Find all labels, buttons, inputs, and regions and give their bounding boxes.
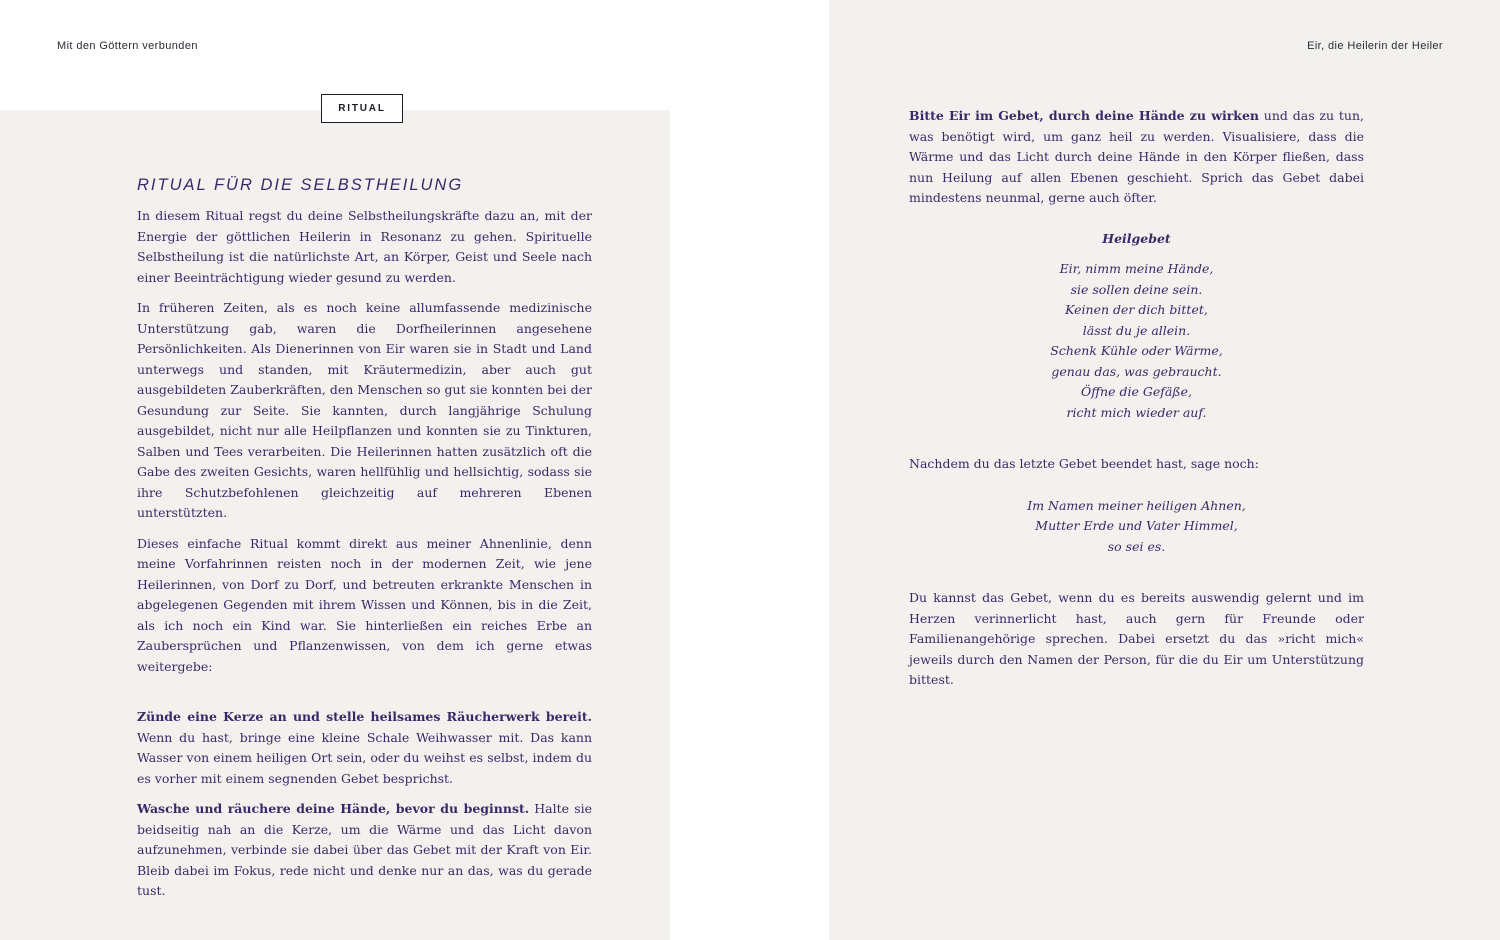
- after-prayer-note: Nachdem du das letzte Gebet beendet hast, sage noch:: [909, 456, 1259, 471]
- right-column: [909, 106, 1364, 701]
- prayer-line: Öffne die Gefäße,: [1080, 384, 1193, 399]
- left-column: [137, 176, 592, 912]
- closing-line: Mutter Erde und Vater Himmel,: [1035, 518, 1238, 533]
- step-hands: [137, 799, 592, 902]
- paragraph-ancestry: Dieses einfache Ritual kommt direkt aus meiner Ahnenlinie, denn meine Vorfahrinnen reisten noch in der modernen Zeit, wie jene Heilerinnen, von Dorf zu Dorf, und betreuten erkrankte Menschen in abgelegenen Gegenden mit ihrem Wissen und Können, bis in die Zeit, als ich noch ein Kind war. Sie hinterließen ein reiches Erbe an Zaubersprüchen und Pflanzenwissen, von dem ich gerne etwas weitergebe:: [137, 535, 592, 674]
- prayer-line: genau das, was gebraucht.: [1051, 363, 1222, 379]
- step-prayer: [909, 106, 1364, 209]
- step-candle: [137, 707, 592, 789]
- step-candle-text: Wenn du hast, bringe eine kleine Schale Weihwasser mit. Das kann Wasser von einem heiligen Ort sein, oder du weihst es selbst, indem du es vorher mit einem segnenden Gebet besprichst.: [137, 729, 592, 786]
- prayer-line: Schenk Kühle oder Wärme,: [1050, 343, 1223, 358]
- prayer-line: lässt du je allein.: [1082, 322, 1191, 338]
- step-hands-heading: Wasche und räuchere deine Hände, bevor du beginnst.: [137, 801, 530, 816]
- prayer-line: Eir, nimm meine Hände,: [1059, 261, 1214, 276]
- paragraph-intro: In diesem Ritual regst du deine Selbstheilungskräfte dazu an, mit der Energie der göttlichen Heilerin in Resonanz zu gehen. Spirituelle Selbstheilung ist die natürlichste Art, an Körper, Geist und Seele nach einer Beeinträchtigung wieder gesund zu werden.: [137, 208, 592, 285]
- running-header-right: Eir, die Heilerin der Heiler: [1307, 40, 1443, 52]
- step-hands-text: Halte sie beidseitig nah an die Kerze, um die Wärme und das Licht davon aufzunehmen, verbinde sie dabei über das Gebet mit der Kraft von Eir. Bleib dabei im Fokus, rede nicht und denke nur an das, was du gerade tust.: [137, 801, 592, 898]
- closing-line: so sei es.: [1107, 538, 1166, 554]
- step-prayer-text: und das zu tun, was benötigt wird, um ganz heil zu werden. Visualisiere, dass die Wärme und das Licht durch deine Hände in den Körper fließen, dass nun Heilung auf allen Ebenen geschieht. Sprich das Gebet dabei mindestens neunmal, gerne auch öfter.: [909, 108, 1364, 205]
- prayer-title: Heilgebet: [1102, 230, 1171, 246]
- step-prayer-heading: Bitte Eir im Gebet, durch deine Hände zu wirken: [909, 108, 1259, 123]
- prayer-line: richt mich wieder auf.: [1066, 404, 1207, 420]
- prayer-line: sie sollen deine sein.: [1070, 281, 1203, 297]
- section-title: RITUAL FÜR DIE SELBSTHEILUNG: [137, 176, 464, 194]
- step-candle-heading: Zünde eine Kerze an und stelle heilsames Räucherwerk bereit.: [137, 709, 592, 724]
- prayer-verse: [909, 259, 1364, 423]
- prayer-line: Keinen der dich bittet,: [1065, 302, 1208, 317]
- paragraph-final: Du kannst das Gebet, wenn du es bereits auswendig gelernt und im Herzen verinnerlicht hast, auch gern für Freunde oder Familienangehörige sprechen. Dabei ersetzt du das »richt mich« jeweils durch den Namen der Person, für die du Eir um Unterstützung bittest.: [909, 590, 1364, 687]
- section-tag: RITUAL: [321, 94, 403, 123]
- paragraph-history: In früheren Zeiten, als es noch keine allumfassende medizinische Unterstützung gab, waren die Dorfheilerinnen angesehene Persönlichkeiten. Als Dienerinnen von Eir waren sie in Stadt und Land unterwegs und standen, mit Kräutermedizin, aber auch gut ausgebildeten Zauberkräften, den Menschen so gut sie konnten bei der Gesundung zur Seite. Sie kannten, durch langjährige Schulung ausgebildet, nicht nur alle Heilpflanzen und konnten sie zu Tinkturen, Salben und Tees verarbeiten. Die Heilerinnen hatten zusätzlich oft die Gabe des zweiten Gesichts, waren hellfühlig und hellsichtig, sodass sie ihre Schutzbefohlenen gleichzeitig auf mehreren Ebenen unterstützten.: [137, 300, 592, 520]
- closing-line: Im Namen meiner heiligen Ahnen,: [1027, 497, 1246, 513]
- closing-verse: [909, 496, 1364, 558]
- running-header-left: Mit den Göttern verbunden: [57, 40, 198, 52]
